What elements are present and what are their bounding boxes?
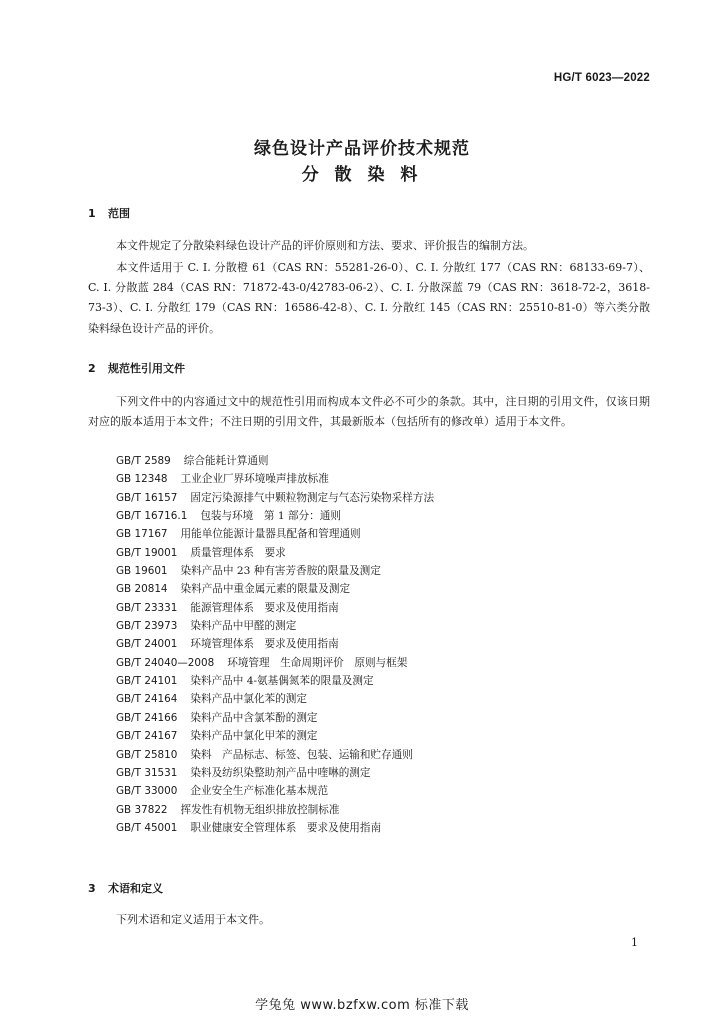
reference-title: 能源管理体系 要求及使用指南 (190, 601, 339, 614)
reference-title: 包装与环境 第 1 部分：通则 (200, 510, 341, 523)
reference-title: 用能单位能源计量器具配备和管理通则 (180, 528, 361, 541)
reference-title: 职业健康安全管理体系 要求及使用指南 (190, 821, 382, 834)
reference-title: 染料及纺织染整助剂产品中喹啉的测定 (190, 766, 371, 779)
reference-code: GB/T 24166 (116, 711, 178, 724)
reference-code: GB/T 16157 (116, 491, 178, 504)
reference-item (116, 599, 434, 617)
section-number: 3 (88, 882, 96, 895)
section-title: 术语和定义 (108, 882, 163, 895)
reference-item (116, 489, 434, 507)
section-title: 范围 (108, 207, 130, 220)
reference-item (116, 507, 434, 525)
scope-paragraph-2: 本文件适用于 C. I. 分散橙 61（CAS RN：55281-26-0）、C. I. 分散红 177（CAS RN：68133-69-7）、C. I. 分散蓝 284（CAS RN：71872-43-0/42783-06-2）、C. I. 分散深蓝 79（CAS RN：3618-72-2，3618-73-3）、C. I. 分散红 179（CAS RN：16586-42-8）、C. I. 分散红 145（CAS RN：25510-81-0）等六类分散染料绿色设计产品的评价。 (88, 261, 650, 335)
section-number: 2 (88, 362, 96, 375)
standard-code: HG/T 6023—2022 (553, 72, 650, 84)
reference-code: GB/T 31531 (116, 766, 178, 779)
reference-title: 染料产品中氯化苯的测定 (190, 693, 307, 706)
reference-title: 染料产品中甲醛的测定 (190, 620, 297, 633)
reference-item (116, 801, 434, 819)
reference-title: 挥发性有机物无组织排放控制标准 (180, 803, 340, 816)
reference-item (116, 690, 434, 708)
document-subtitle: 分 散 染 料 (301, 165, 423, 185)
reference-title: 染料产品中氯化甲苯的测定 (190, 730, 318, 743)
reference-item (116, 819, 434, 837)
reference-code: GB/T 45001 (116, 821, 178, 834)
reference-code: GB/T 2589 (116, 455, 171, 467)
reference-code: GB 12348 (116, 473, 168, 486)
reference-title: 染料产品中 23 种有害芳香胺的限量及测定 (180, 565, 381, 578)
reference-title: 环境管理 生命周期评价 原则与框架 (227, 656, 408, 669)
reference-code: GB/T 24164 (116, 693, 178, 706)
reference-title: 环境管理体系 要求及使用指南 (190, 638, 339, 651)
reference-code: GB 17167 (116, 528, 168, 541)
reference-item (116, 544, 434, 562)
reference-item (116, 470, 434, 488)
scope-paragraph-1: 本文件规定了分散染料绿色设计产品的评价原则和方法、要求、评价报告的编制方法。 (116, 239, 534, 252)
reference-item (116, 654, 434, 672)
reference-item (116, 709, 434, 727)
section-3-heading (88, 880, 163, 896)
reference-code: GB/T 16716.1 (116, 510, 188, 523)
reference-item (116, 562, 434, 580)
reference-code: GB/T 24040—2008 (116, 656, 215, 669)
terms-intro: 下列术语和定义适用于本文件。 (116, 913, 270, 926)
reference-code: GB 37822 (116, 803, 168, 816)
reference-code: GB/T 23331 (116, 601, 178, 614)
reference-code: GB/T 23973 (116, 620, 178, 633)
reference-title: 综合能耗计算通则 (183, 455, 269, 467)
reference-title: 工业企业厂界环境噪声排放标准 (180, 473, 329, 486)
reference-title: 染料 产品标志、标签、包装、运输和贮存通则 (190, 748, 413, 761)
reference-title: 企业安全生产标准化基本规范 (190, 785, 329, 798)
reference-item (116, 672, 434, 690)
reference-item (116, 635, 434, 653)
reference-item (116, 525, 434, 543)
reference-title: 质量管理体系 要求 (190, 546, 286, 559)
reference-item (116, 617, 434, 635)
reference-code: GB/T 24167 (116, 730, 178, 743)
references-intro: 下列文件中的内容通过文中的规范性引用而构成本文件必不可少的条款。其中，注日期的引用文件，仅该日期对应的版本适用于本文件；不注日期的引用文件，其最新版本（包括所有的修改单）适用于本文件。 (88, 395, 650, 429)
document-title: 绿色设计产品评价技术规范 (254, 139, 470, 159)
watermark-footer: 学兔兔 www.bzfxw.com 标准下载 (255, 998, 469, 1013)
reference-item (116, 746, 434, 764)
reference-code: GB/T 19001 (116, 546, 178, 559)
reference-code: GB 19601 (116, 565, 168, 578)
reference-code: GB 20814 (116, 583, 168, 596)
reference-item (116, 452, 434, 470)
section-2-heading (88, 360, 185, 376)
reference-item (116, 782, 434, 800)
reference-item (116, 580, 434, 598)
reference-item (116, 727, 434, 745)
reference-title: 染料产品中 4-氨基偶氮苯的限量及测定 (190, 675, 374, 688)
reference-item (116, 764, 434, 782)
reference-title: 染料产品中重金属元素的限量及测定 (180, 583, 351, 596)
reference-title: 固定污染源排气中颗粒物测定与气态污染物采样方法 (190, 491, 435, 504)
reference-code: GB/T 25810 (116, 748, 178, 761)
reference-code: GB/T 24101 (116, 675, 178, 688)
page-number: 1 (631, 936, 638, 949)
section-number: 1 (88, 207, 96, 220)
reference-title: 染料产品中含氯苯酚的测定 (190, 711, 318, 724)
reference-code: GB/T 33000 (116, 785, 178, 798)
section-title: 规范性引用文件 (108, 362, 185, 375)
section-1-heading (88, 205, 130, 221)
reference-list (116, 452, 434, 837)
reference-code: GB/T 24001 (116, 638, 178, 651)
